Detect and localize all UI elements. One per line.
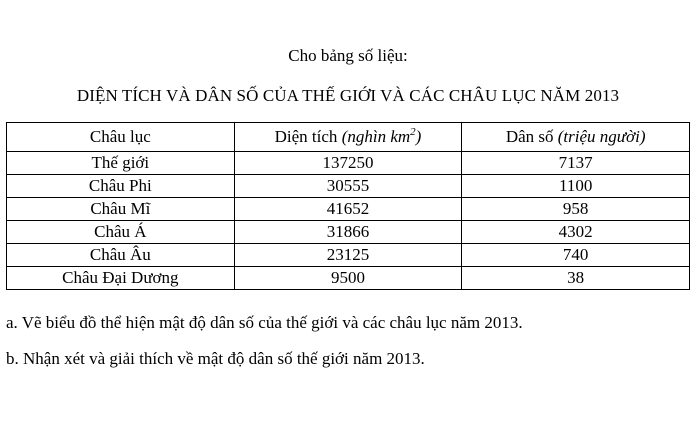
cell-population: 7137 <box>462 152 690 175</box>
cell-population: 38 <box>462 267 690 290</box>
table-row <box>7 267 690 290</box>
table-row <box>7 175 690 198</box>
cell-region: Thế giới <box>7 152 235 175</box>
cell-population: 740 <box>462 244 690 267</box>
header-area-unit <box>342 127 422 146</box>
cell-population: 4302 <box>462 221 690 244</box>
header-area-unit-text: (nghìn km <box>341 127 411 146</box>
cell-area: 41652 <box>234 198 462 221</box>
cell-area: 9500 <box>234 267 462 290</box>
table-row <box>7 152 690 175</box>
table-title: DIỆN TÍCH VÀ DÂN SỐ CỦA THẾ GIỚI VÀ CÁC CHÂU LỤC NĂM 2013 <box>76 86 620 105</box>
cell-region: Châu Mĩ <box>7 198 235 221</box>
cell-area: 23125 <box>234 244 462 267</box>
header-area-unit-exponent: 2 <box>410 126 416 138</box>
table-row <box>7 221 690 244</box>
table-row <box>7 198 690 221</box>
header-area <box>234 123 462 152</box>
table-header-row <box>7 123 690 152</box>
question-a: a. Vẽ biểu đồ thể hiện mật độ dân số của thế giới và các châu lục năm 2013. <box>6 313 523 332</box>
question-b: b. Nhận xét và giải thích về mật độ dân số thế giới năm 2013. <box>6 349 425 368</box>
data-table <box>6 122 690 290</box>
cell-region: Châu Á <box>7 221 235 244</box>
cell-population: 1100 <box>462 175 690 198</box>
header-population-unit: (triệu người) <box>557 127 646 146</box>
cell-area: 137250 <box>234 152 462 175</box>
cell-region: Châu Đại Dương <box>7 267 235 290</box>
header-area-unit-close: ) <box>415 127 422 146</box>
cell-region: Châu Âu <box>7 244 235 267</box>
header-population <box>462 123 690 152</box>
header-region: Châu lục <box>7 123 235 152</box>
cell-area: 30555 <box>234 175 462 198</box>
intro-text: Cho bảng số liệu: <box>288 46 408 65</box>
cell-population: 958 <box>462 198 690 221</box>
header-population-label: Dân số <box>505 127 554 146</box>
header-area-label: Diện tích <box>274 127 338 146</box>
table-row <box>7 244 690 267</box>
cell-region: Châu Phi <box>7 175 235 198</box>
cell-area: 31866 <box>234 221 462 244</box>
